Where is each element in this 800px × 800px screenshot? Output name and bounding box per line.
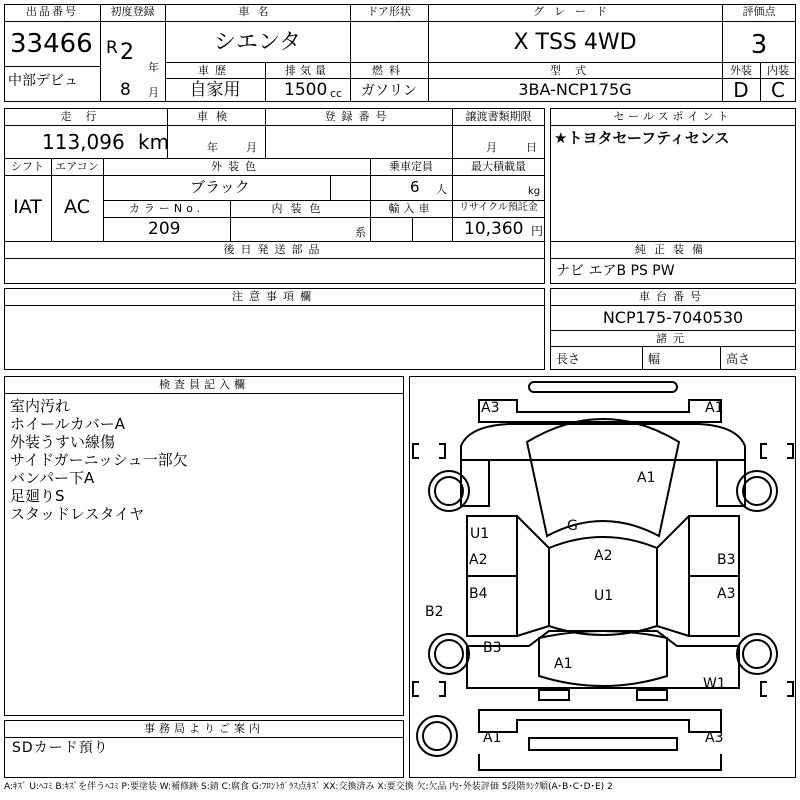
later-parts-label: 後日発送部品 (223, 243, 326, 256)
chassis-label: 車台番号 (639, 290, 707, 303)
hood (461, 424, 745, 460)
ac-label: エアコン (55, 160, 99, 173)
max-load-label: 最大積載量 (471, 160, 526, 173)
displacement-label: 排気量 (285, 64, 330, 77)
load-unit: kg (528, 186, 541, 197)
damage-mark: A1 (705, 400, 724, 416)
office-label: 事務局よりご案内 (144, 722, 264, 735)
inspector-note-line: スタッドレスタイヤ (10, 505, 145, 523)
damage-mark: A3 (717, 586, 736, 602)
color-number-label: カラーNo. (128, 202, 205, 215)
inspector-label: 検査員記入欄 (159, 378, 249, 391)
mileage-label: 走行 (60, 110, 111, 123)
car-name-label: 車名 (238, 5, 277, 18)
shift-label: シフト (11, 160, 44, 173)
exterior-grade: D (733, 78, 749, 102)
inspector-note-line: 室内汚れ (10, 397, 71, 415)
damage-mark: G (567, 518, 578, 534)
transfer-month-unit: 月 (486, 141, 497, 154)
era: R (106, 38, 118, 58)
sales-point-label: セールスポイント (613, 110, 733, 123)
front-fender-right (717, 460, 745, 506)
recycle-label: リサイクル預託金 (459, 202, 538, 213)
registration-month: 8 (120, 80, 131, 100)
front-fender-left (461, 460, 489, 506)
height-label: 高さ (726, 352, 751, 366)
damage-mark: B4 (469, 586, 488, 602)
equipment: ナビ エアB PS PW (556, 263, 675, 279)
grade: X TSS 4WD (513, 30, 637, 55)
history-label: 車歴 (198, 64, 232, 77)
roof-top-bar (529, 382, 677, 392)
capacity-unit: 人 (436, 183, 447, 196)
inspector-note-line: バンパー下A (10, 469, 95, 487)
damage-mark: A2 (594, 548, 613, 564)
inspection-label: 車検 (197, 110, 235, 123)
recycle-unit: 円 (531, 224, 544, 238)
lot-number-label: 出品番号 (26, 5, 78, 18)
dimensions-label: 諸元 (656, 332, 690, 345)
car-name: シエンタ (213, 30, 302, 55)
exterior-color-label: 外装色 (211, 160, 262, 173)
exterior-color: ブラック (190, 178, 250, 196)
length-label: 長さ (556, 352, 581, 366)
inspector-note-line: ホイールカバーA (10, 415, 125, 433)
score-label: 評価点 (742, 5, 776, 18)
model: 3BA-NCP175G (518, 80, 632, 99)
damage-mark: A2 (469, 552, 488, 568)
ac: AC (64, 196, 90, 218)
displacement: 1500 (284, 80, 328, 100)
capacity-label: 乗車定員 (389, 160, 433, 173)
grade-label: グレード (533, 5, 617, 18)
damage-mark: A3 (481, 400, 500, 416)
first-registration-label: 初度登録 (110, 5, 155, 18)
lot-number: 33466 (10, 29, 93, 59)
displacement-unit: cc (330, 87, 343, 100)
office-text: SDカード預り (12, 740, 109, 756)
exterior-grade-label: 外装 (730, 64, 752, 77)
door-label: ドア形状 (367, 5, 411, 18)
interior-color-unit: 系 (355, 226, 366, 239)
damage-mark: B3 (483, 640, 502, 656)
equipment-label: 純正装備 (635, 243, 711, 256)
inspector-note-line: 外装うすい線傷 (10, 433, 116, 451)
width-label: 幅 (648, 352, 661, 366)
notes-label: 注意事項欄 (232, 290, 317, 303)
score: 3 (750, 30, 768, 60)
color-number: 209 (148, 219, 181, 239)
recycle-fee: 10,360 (464, 219, 524, 239)
import-label: 輸入車 (388, 202, 434, 215)
model-label: 型式 (550, 64, 600, 77)
interior-grade-label: 内装 (767, 64, 789, 77)
registration-year: 2 (120, 40, 134, 65)
fuel-label: 燃料 (372, 64, 406, 77)
windshield (527, 419, 679, 536)
damage-mark: B3 (717, 552, 736, 568)
mileage: 113,096 (42, 130, 125, 154)
capacity: 6 (410, 178, 420, 196)
rear-bumper (479, 710, 721, 732)
fuel: ガソリン (361, 83, 417, 99)
registration-label: 登録番号 (324, 110, 393, 123)
interior-color-label: 内装色 (271, 202, 329, 215)
transfer-deadline-label: 譲渡書類期限 (465, 110, 532, 123)
history: 自家用 (189, 80, 241, 100)
car-outline-diagram (409, 376, 796, 778)
rear-body (467, 631, 739, 688)
damage-mark: A1 (554, 656, 573, 672)
damage-mark: U1 (594, 588, 614, 604)
inspection-year-unit: 年 (207, 141, 218, 154)
chassis-number: NCP175-7040530 (602, 308, 744, 327)
interior-grade: C (771, 78, 785, 102)
month-unit: 月 (148, 86, 159, 99)
legend: A:ｷｽﾞ U:ﾍｺﾐ B:ｷｽﾞを伴うﾍｺﾐ P:要塗装 W:補修跡 S:錆 C:腐食 G:ﾌﾛﾝﾄｶﾞﾗｽ点ｷｽﾞ XX:交換済み X:要交換 欠:欠品 内･外装評価 5段階ﾗﾝｸ順(A･B･C･D･E) 2 (4, 782, 613, 792)
mileage-unit: km (138, 130, 170, 154)
venue: 中部デビュ (8, 73, 78, 89)
damage-mark: A1 (483, 730, 502, 746)
damage-mark: A1 (637, 470, 656, 486)
damage-mark: U1 (470, 526, 490, 542)
damage-mark: A3 (705, 730, 724, 746)
sales-point-text: ★トヨタセーフティセンス (554, 129, 730, 147)
transfer-day-unit: 日 (526, 141, 537, 154)
rear-bottom-bar (529, 738, 677, 750)
inspection-month-unit: 月 (246, 141, 257, 154)
inspector-note-line: サイドガーニッシュ一部欠 (10, 451, 188, 469)
shift: IAT (13, 196, 42, 218)
damage-mark: B2 (425, 604, 444, 620)
inspector-note-line: 足廻りS (10, 487, 65, 505)
inspector-notes (10, 397, 400, 523)
damage-mark: W1 (703, 676, 726, 692)
year-unit: 年 (148, 61, 159, 74)
